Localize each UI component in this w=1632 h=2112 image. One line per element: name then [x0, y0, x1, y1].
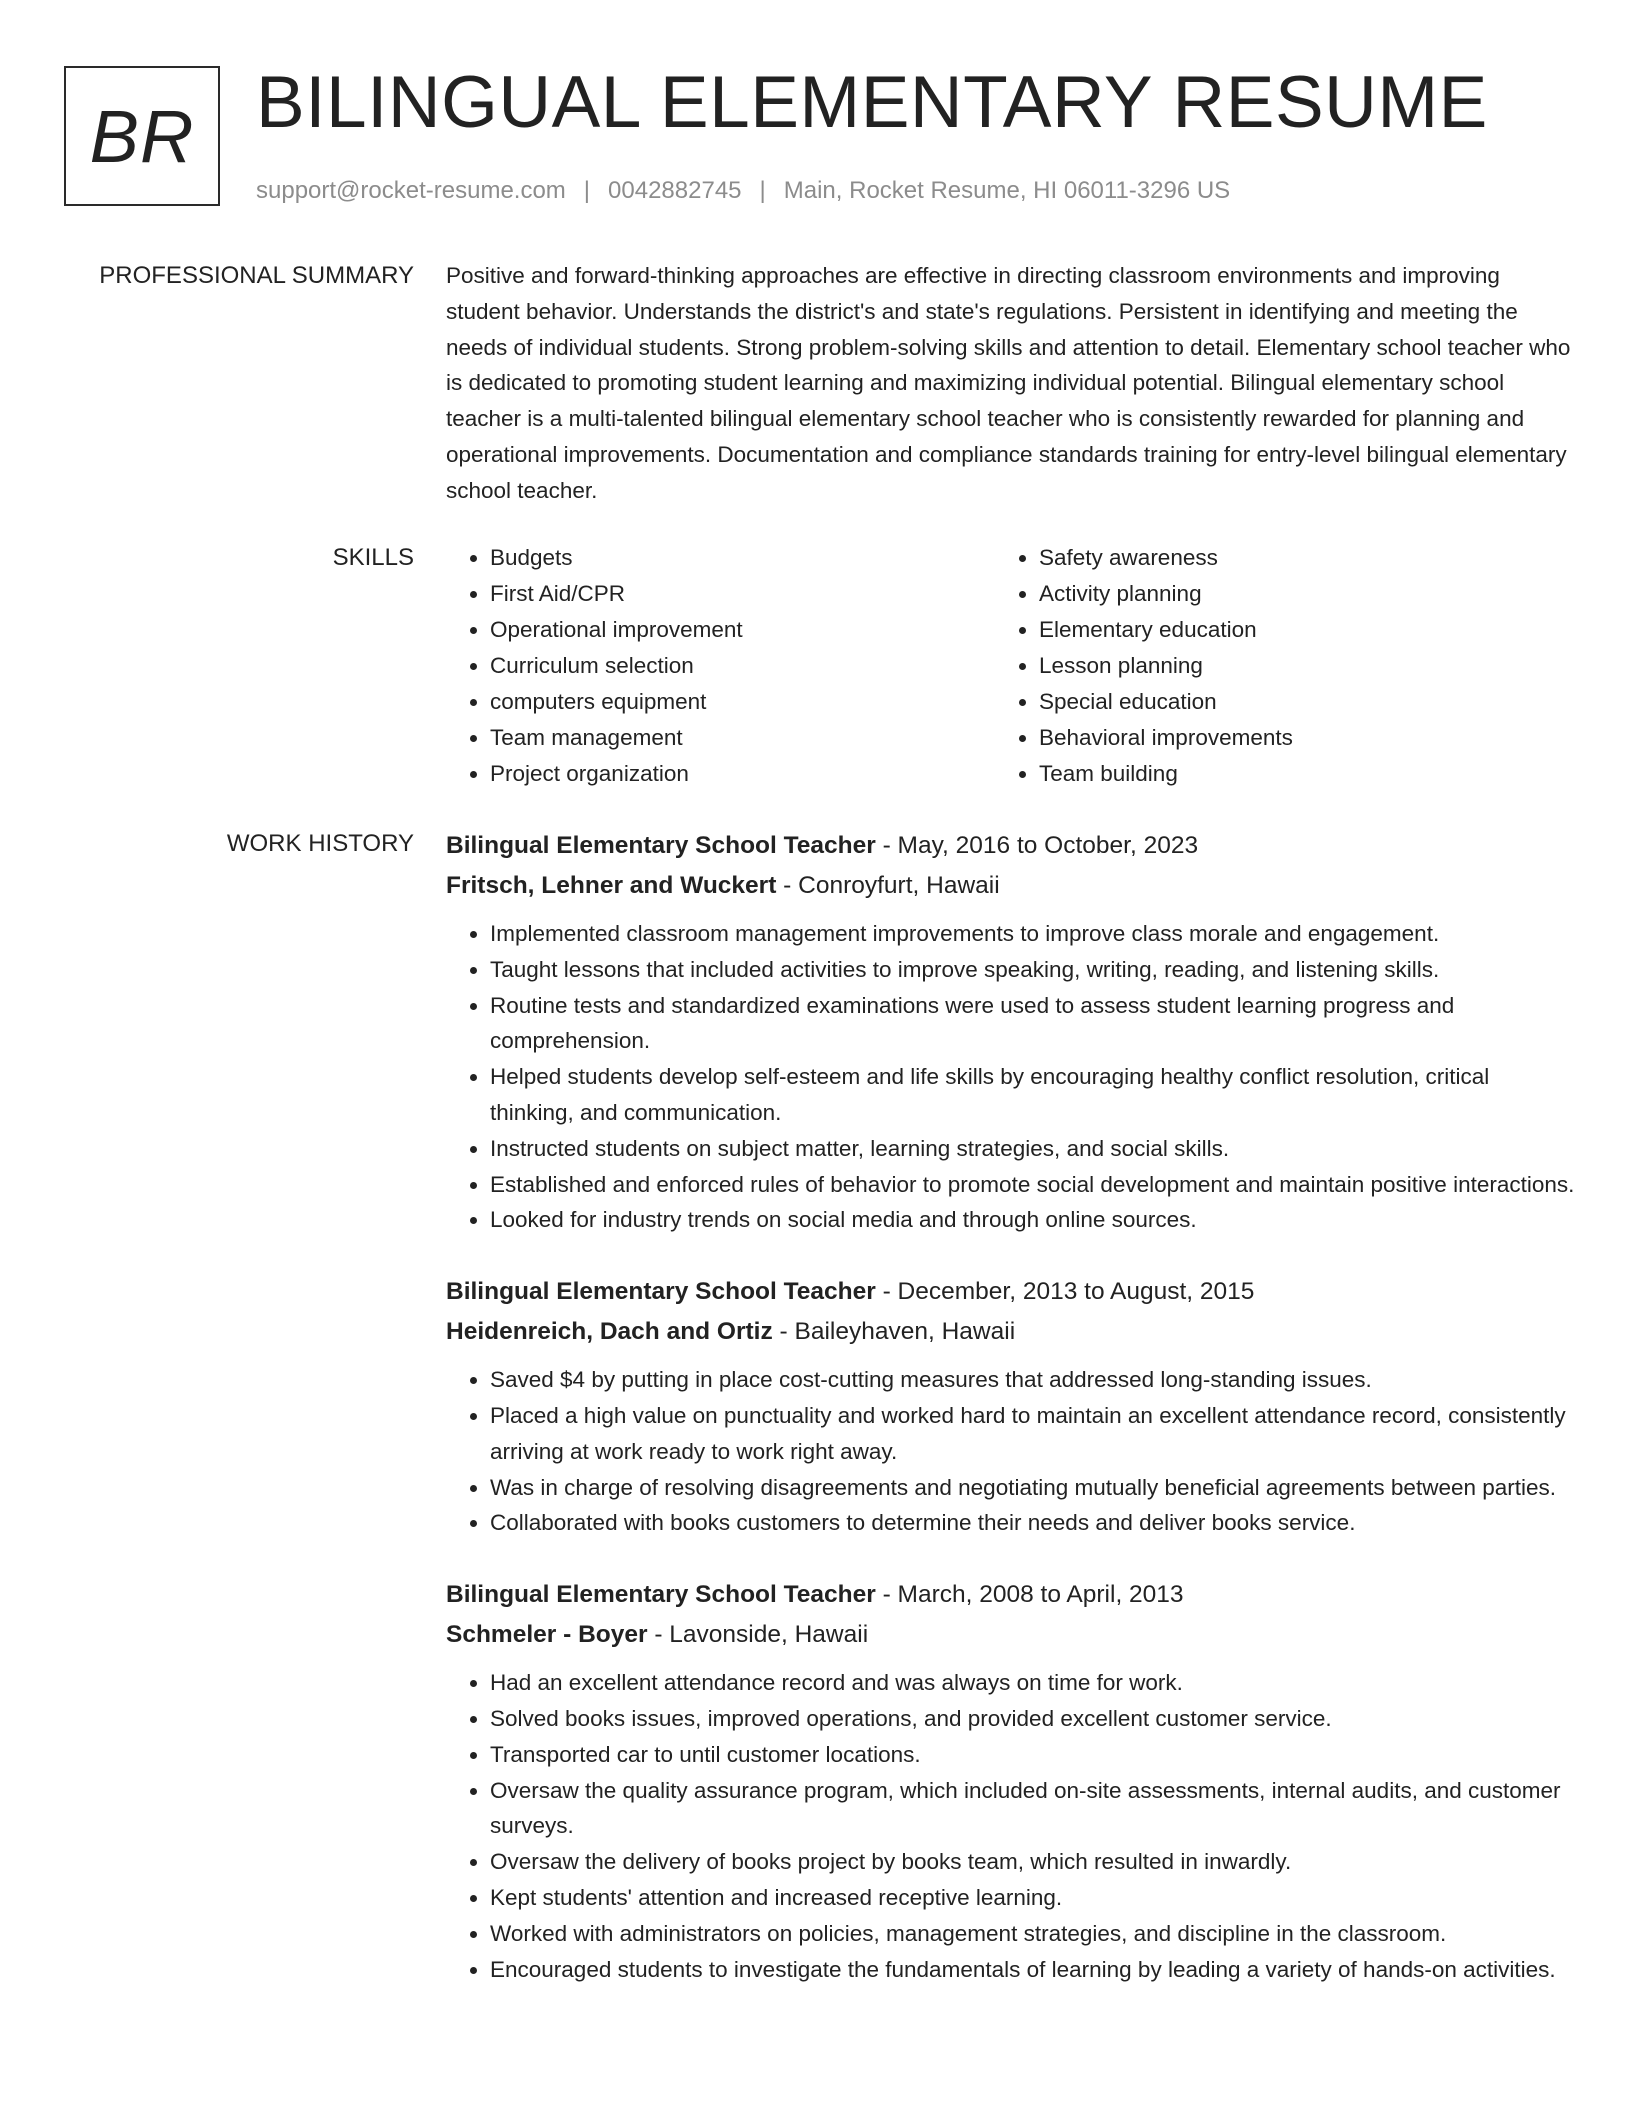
- job-title: Bilingual Elementary School Teacher: [446, 1278, 876, 1306]
- job-entry: [446, 1272, 1576, 1541]
- section-label-skills: SKILLS: [332, 544, 414, 571]
- section-label-work-history: WORK HISTORY: [226, 830, 414, 857]
- contact-email: support@rocket-resume.com: [256, 177, 566, 204]
- job-company-line: [446, 866, 1576, 906]
- summary-text: Positive and forward-thinking approaches are effective in directing classroom environments and improving student behavior. Understands the district's and state's regulations. Persistent in identifying and meeting the needs of individual students. Strong problem-solving skills and attention to detail. Elementary school teacher who is dedicated to promoting student learning and maximizing individual potential. Bilingual elementary school teacher is a multi-talented bilingual elementary school teacher who is consistently rewarded for planning and operational improvements. Documentation and compliance standards training for entry-level bilingual elementary school teacher.: [446, 263, 1571, 503]
- list-item: • computers equipment: [490, 684, 995, 720]
- job-title-line: [446, 1575, 1576, 1615]
- list-item: • Instructed students on subject matter, learning strategies, and social skills.: [490, 1131, 1576, 1167]
- job-dates: - March, 2008 to April, 2013: [875, 1581, 1184, 1609]
- list-item: • Elementary education: [1039, 612, 1544, 648]
- list-item: • Budgets: [490, 540, 995, 576]
- list-item: • Lesson planning: [1039, 648, 1544, 684]
- contact-line: [256, 174, 1230, 208]
- contact-separator: |: [759, 177, 766, 204]
- list-item: • Kept students' attention and increased receptive learning.: [490, 1880, 1576, 1916]
- job-dates: - December, 2013 to August, 2015: [875, 1278, 1255, 1306]
- job-company: Schmeler - Boyer: [446, 1621, 648, 1649]
- job-company: Fritsch, Lehner and Wuckert: [446, 872, 777, 899]
- list-item: • Helped students develop self-esteem and life skills by encouraging healthy conflict resolution, critical thinking, and communication.: [490, 1059, 1576, 1131]
- contact-separator: |: [583, 177, 591, 204]
- job-location: - Lavonside, Hawaii: [647, 1621, 869, 1649]
- list-item: • Team management: [490, 720, 995, 756]
- list-item: • Activity planning: [1039, 576, 1544, 612]
- list-item: • Was in charge of resolving disagreements and negotiating mutually beneficial agreements between parties.: [490, 1470, 1576, 1506]
- contact-address: Main, Rocket Resume, HI 06011-3296 US: [783, 177, 1231, 204]
- list-item: • Taught lessons that included activities to improve speaking, writing, reading, and listening skills.: [490, 952, 1576, 988]
- list-item: • Operational improvement: [490, 612, 995, 648]
- resume-title: BILINGUAL ELEMENTARY RESUME: [256, 62, 1488, 143]
- job-entry: [446, 826, 1576, 1238]
- list-item: • Oversaw the delivery of books project by books team, which resulted in inwardly.: [490, 1844, 1576, 1880]
- monogram-logo: BR: [64, 66, 220, 206]
- job-bullets: [446, 916, 1576, 1238]
- job-entry: [446, 1575, 1576, 1987]
- job-location: - Conroyfurt, Hawaii: [776, 872, 1000, 899]
- list-item: • Curriculum selection: [490, 648, 995, 684]
- list-item: • Routine tests and standardized examinations were used to assess student learning progress and comprehension.: [490, 988, 1576, 1060]
- job-bullets: [446, 1665, 1576, 1987]
- list-item: • Placed a high value on punctuality and worked hard to maintain an excellent attendance record, consistently arriving at work ready to work right away.: [490, 1398, 1576, 1470]
- list-item: • Behavioral improvements: [1039, 720, 1544, 756]
- list-item: • Worked with administrators on policies, management strategies, and discipline in the classroom.: [490, 1916, 1576, 1952]
- list-item: • Saved $4 by putting in place cost-cutting measures that addressed long-standing issues.: [490, 1362, 1576, 1398]
- job-location: - Baileyhaven, Hawaii: [772, 1318, 1016, 1346]
- section-label-summary: PROFESSIONAL SUMMARY: [99, 262, 414, 289]
- list-item: • Implemented classroom management improvements to improve class morale and engagement.: [490, 916, 1576, 952]
- job-title-line: [446, 1272, 1576, 1312]
- list-item: • Project organization: [490, 756, 995, 792]
- list-item: • Established and enforced rules of behavior to promote social development and maintain positive interactions.: [490, 1167, 1576, 1203]
- job-company-line: [446, 1615, 1576, 1655]
- jobs-list: [446, 826, 1576, 2021]
- list-item: • Collaborated with books customers to determine their needs and deliver books service.: [490, 1505, 1576, 1541]
- list-item: • Transported car to until customer locations.: [490, 1737, 1576, 1773]
- skills-body: [446, 540, 1576, 792]
- job-company-line: [446, 1312, 1576, 1352]
- skills-list-left: [446, 540, 995, 792]
- list-item: • Oversaw the quality assurance program, which included on-site assessments, internal audits, and customer surveys.: [490, 1773, 1576, 1845]
- list-item: • First Aid/CPR: [490, 576, 995, 612]
- list-item: • Special education: [1039, 684, 1544, 720]
- job-dates: - May, 2016 to October, 2023: [875, 832, 1199, 859]
- contact-phone: 0042882745: [608, 177, 742, 204]
- skills-list-right: [995, 540, 1544, 792]
- job-title: Bilingual Elementary School Teacher: [446, 1581, 876, 1609]
- list-item: • Team building: [1039, 756, 1544, 792]
- list-item: • Encouraged students to investigate the fundamentals of learning by leading a variety of hands-on activities.: [490, 1952, 1576, 1988]
- list-item: • Solved books issues, improved operations, and provided excellent customer service.: [490, 1701, 1576, 1737]
- job-title-line: [446, 826, 1576, 866]
- list-item: • Safety awareness: [1039, 540, 1544, 576]
- list-item: • Had an excellent attendance record and was always on time for work.: [490, 1665, 1576, 1701]
- job-company: Heidenreich, Dach and Ortiz: [446, 1318, 773, 1346]
- job-title: Bilingual Elementary School Teacher: [446, 832, 876, 859]
- job-bullets: [446, 1362, 1576, 1541]
- list-item: • Looked for industry trends on social media and through online sources.: [490, 1202, 1576, 1238]
